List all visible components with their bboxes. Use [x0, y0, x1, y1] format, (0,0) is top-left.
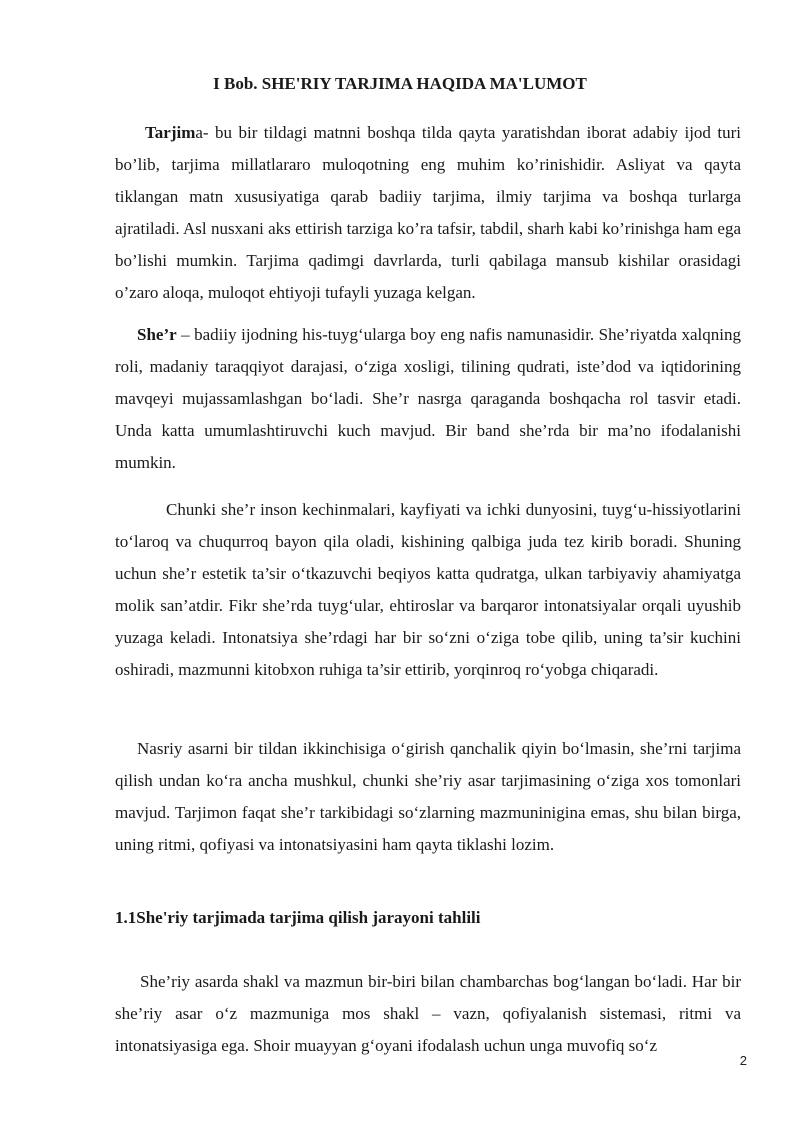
paragraph-lead-term: Tarjim: [145, 123, 196, 142]
paragraph-text: Nasriy asarni bir tildan ikkinchisiga o‘girish qanchalik qiyin bo‘lmasin, she’rni tarjima qilish undan ko‘ra ancha mushkul, chunki she’riy asar tarjimasining o‘ziga xos tomonlari mavjud. Tarjimon faqat she’r tarkibidagi so‘zlarning mazmuninigina emas, shu bilan birga, uning ritmi, qofiyasi va intonatsiyasini ham qayta tiklashi lozim.: [115, 739, 741, 854]
page-number: 2: [739, 1053, 747, 1068]
paragraph-tarjima: [115, 117, 741, 309]
paragraph-text: Chunki she’r inson kechinmalari, kayfiyati va ichki dunyosini, tuyg‘u-hissiyotlarini to‘laroq va chuqurroq bayon qila oladi, kishining qalbiga juda tez kirib boradi. Shuning uchun she’r estetik ta’sir o‘tkazuvchi beqiyos katta qudratga, ulkan tarbiyaviy ahamiyatga molik san’atdir. Fikr she’rda tuyg‘ular, ehtiroslar va barqaror intonatsiyalar orqali uyushib yuzaga keladi. Intonatsiya she’rdagi har bir so‘zni o‘ziga tobe qilib, uning ta’sir kuchini oshiradi, mazmunni kitobxon ruhiga ta’sir ettirib, yorqinroq ro‘yobga chiqaradi.: [115, 500, 741, 679]
paragraph-sheriy-asarda: [115, 966, 741, 1062]
paragraph-chunki: [115, 494, 741, 686]
chapter-title: I Bob. SHE'RIY TARJIMA HAQIDA MA'LUMOT: [213, 74, 587, 93]
paragraph-text: She’riy asarda shakl va mazmun bir-biri bilan chambarchas bog‘langan bo‘ladi. Har bir she’riy asar o‘z mazmuniga mos shakl – vazn, qofiyalanish sistemasi, ritmi va intonatsiyasiga ega. Shoir muayyan g‘oyani ifodalash uchun unga muvofiq so‘z: [115, 972, 741, 1055]
paragraph-sher: [115, 319, 741, 479]
paragraph-text: – badiiy ijodning his-tuyg‘ularga boy eng nafis namunasidir. She’riyatda xalqning roli, madaniy taraqqiyot darajasi, o‘ziga xosligi, tilining qudrati, iste’dod va iqtidorining mavqeyi mujassamlashgan bo‘ladi. She’r nasrga qaraganda boshqacha rol tasvir etadi. Unda katta umumlashtiruvchi kuch mavjud. Bir band she’rda bir ma’no ifodalanishi mumkin.: [115, 325, 741, 472]
paragraph-nasriy: [115, 733, 741, 861]
paragraph-text: a- bu bir tildagi matnni boshqa tilda qayta yaratishdan iborat adabiy ijod turi bo’lib, tarjima millatlararo muloqotning eng muhim ko’rinishidir. Asliyat va qayta tiklangan matn xususiyatiga qarab badiiy tarjima, ilmiy tarjima va boshqa turlarga ajratiladi. Asl nusxani aks ettirish tarziga ko’ra tafsir, tabdil, sharh kabi ko’rinishga ham ega bo’lishi mumkin. Tarjima qadimgi davrlarda, turli qabilaga mansub kishilar orasidagi o’zaro aloqa, muloqot ehtiyoji tufayli yuzaga kelgan.: [115, 123, 741, 302]
section-heading: 1.1She'riy tarjimada tarjima qilish jarayoni tahlili: [115, 908, 481, 927]
paragraph-lead-term: She’r: [137, 325, 177, 344]
